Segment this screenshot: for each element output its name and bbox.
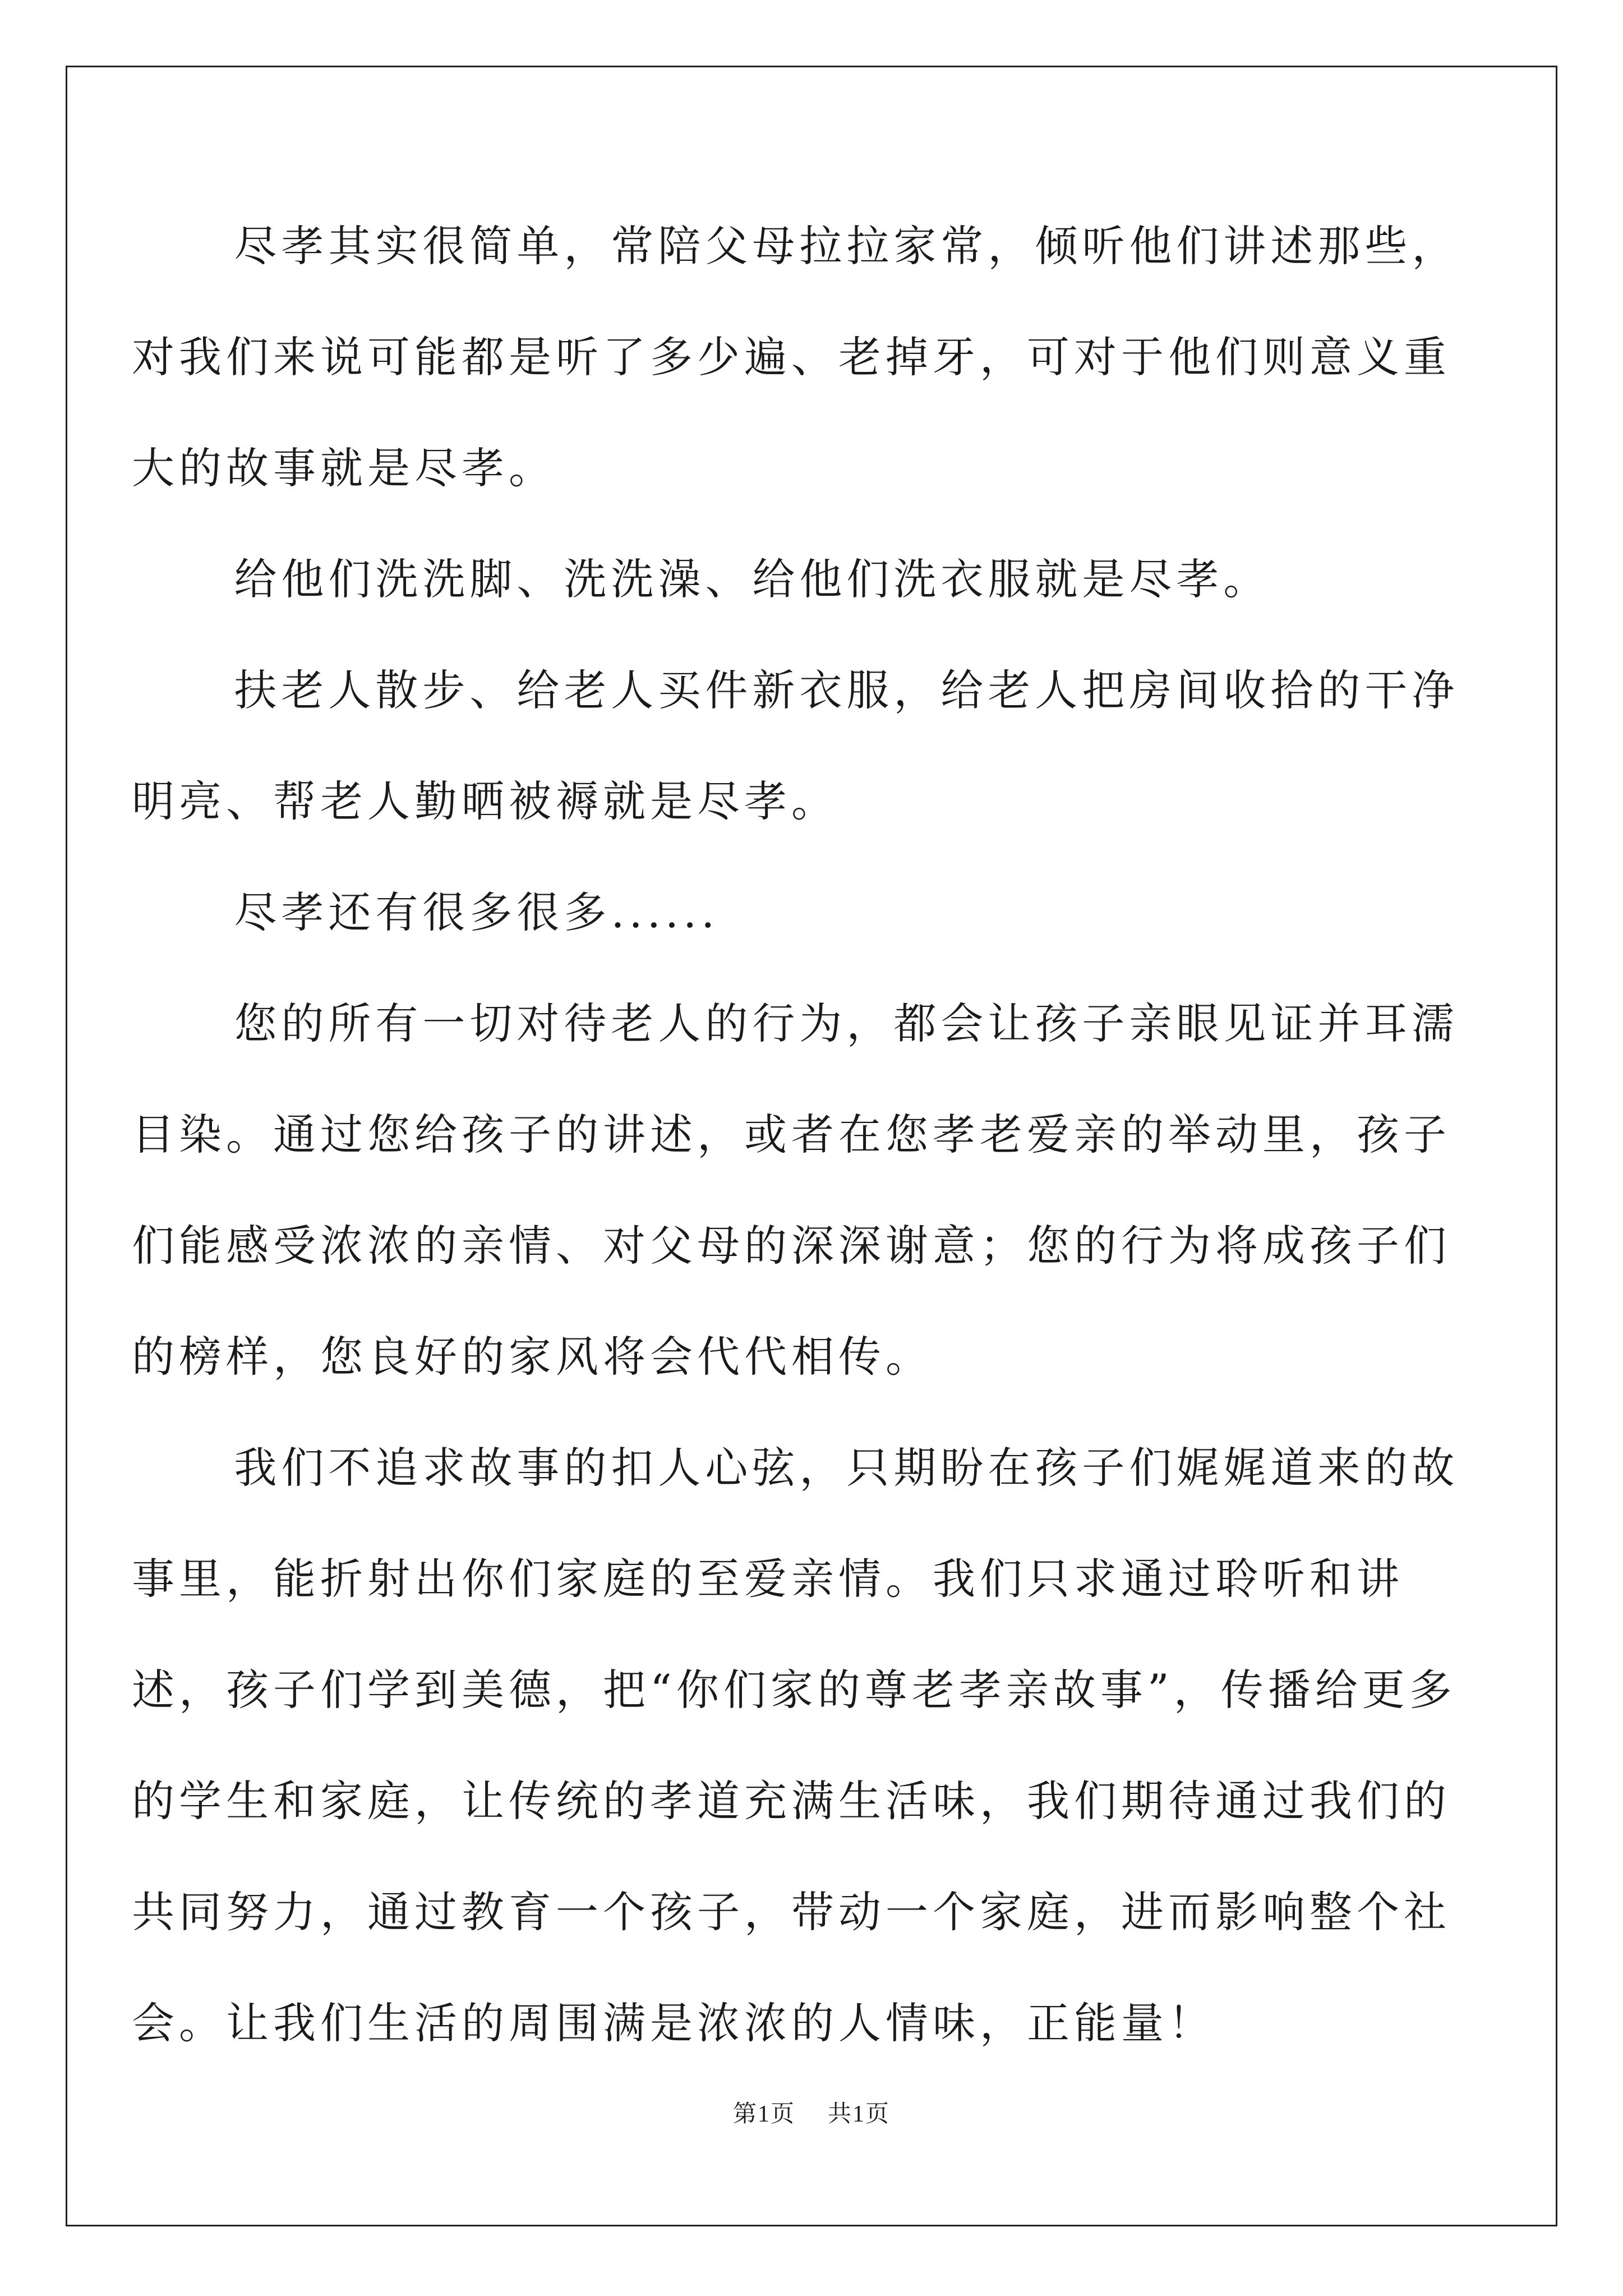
paragraph-3: 扶老人散步、给老人买件新衣服，给老人把房间收拾的干净明亮、帮老人勤晒被褥就是尽孝。 [132, 665, 1459, 826]
document-body [132, 191, 1467, 2079]
paragraph-2: 给他们洗洗脚、洗洗澡、给他们洗衣服就是尽孝。 [234, 554, 1271, 604]
page-number: 第1页 [732, 2101, 795, 2127]
paragraph-5: 您的所有一切对待老人的行为，都会让孩子亲眼见证并耳濡目染。通过您给孩子的讲述，或者在您孝老爱亲的举动里，孩子们能感受浓浓的亲情、对父母的深深谢意；您的行为将成孩子们的榜样，您良好的家风将会代代相传。 [132, 999, 1459, 1382]
paragraph-4: 尽孝还有很多很多...... [234, 887, 720, 937]
page-footer [0, 2095, 1623, 2129]
paragraph-1: 尽孝其实很简单，常陪父母拉拉家常，倾听他们讲述那些，对我们来说可能都是听了多少遍、老掉牙，可对于他们则意义重大的故事就是尽孝。 [132, 221, 1459, 493]
page-total: 共1页 [828, 2101, 891, 2127]
paragraph-6: 我们不追求故事的扣人心弦，只期盼在孩子们娓娓道来的故事里，能折射出你们家庭的至爱亲情。我们只求通过聆听和讲述，孩子们学到美德，把“你们家的尊老孝亲故事”，传播给更多的学生和家庭，让传统的孝道充满生活味，我们期待通过我们的共同努力，通过教育一个孩子，带动一个家庭，进而影响整个社会。让我们生活的周围满是浓浓的人情味，正能量！ [132, 1443, 1459, 2048]
